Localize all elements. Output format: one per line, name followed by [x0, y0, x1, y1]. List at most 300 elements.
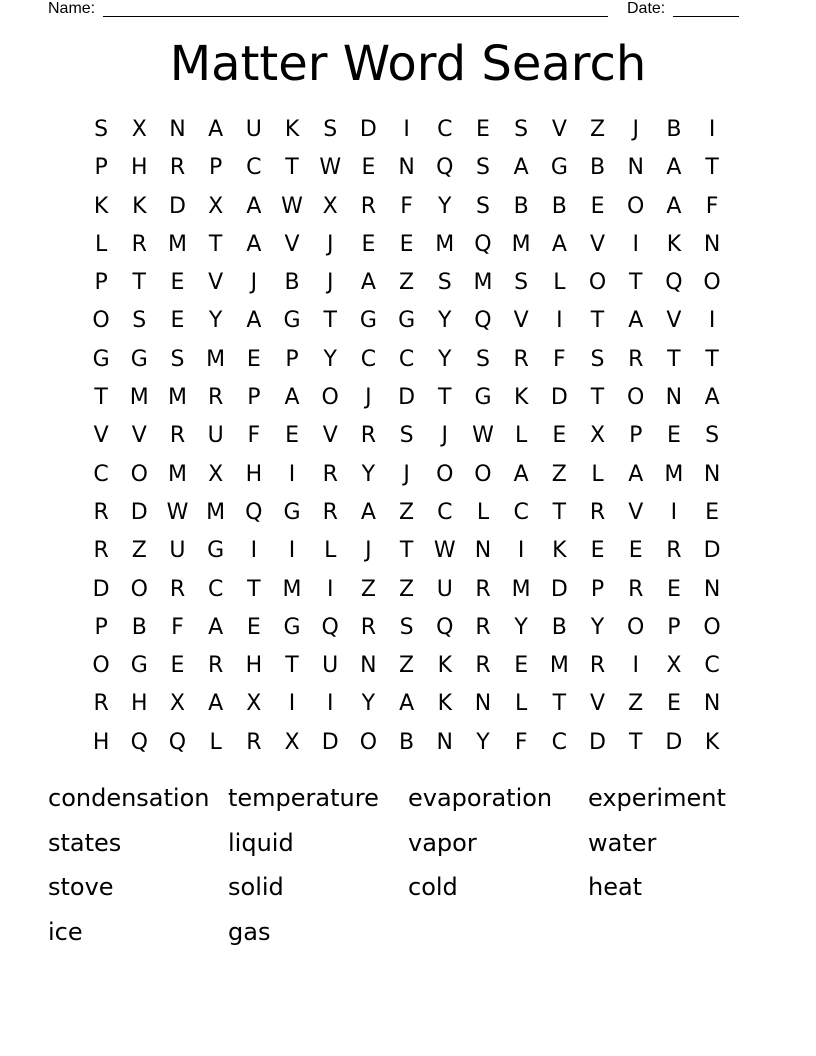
grid-letter: D	[550, 576, 568, 602]
grid-letter: M	[282, 576, 302, 602]
grid-letter: T	[438, 385, 452, 411]
grid-letter: O	[436, 461, 454, 487]
grid-letter: F	[553, 346, 566, 372]
grid-letter: M	[167, 385, 187, 411]
grid-letter: N	[665, 385, 683, 411]
grid-letter: S	[475, 193, 490, 219]
word-list-item: water	[588, 828, 657, 857]
word-list-item: states	[48, 828, 122, 857]
grid-letter: J	[403, 461, 410, 487]
grid-letter: Q	[436, 155, 454, 181]
grid-letter: U	[322, 653, 339, 679]
grid-letter: S	[399, 423, 414, 449]
grid-letter: J	[441, 423, 449, 449]
grid-letter: O	[321, 385, 339, 411]
grid-letter: W	[433, 538, 456, 564]
grid-letter: V	[208, 270, 224, 296]
grid-letter: A	[284, 385, 300, 411]
grid-letter: Y	[361, 461, 376, 487]
grid-letter: L	[515, 423, 528, 449]
grid-letter: Z	[399, 270, 415, 296]
grid-letter: G	[398, 308, 416, 334]
grid-letter: D	[321, 729, 339, 755]
grid-letter: T	[552, 691, 567, 717]
grid-letter: E	[399, 231, 414, 257]
grid-letter: I	[670, 499, 678, 525]
grid-letter: U	[169, 538, 186, 564]
grid-letter: O	[627, 614, 645, 640]
grid-letter: I	[326, 691, 334, 717]
grid-letter: E	[246, 614, 261, 640]
grid-letter: Y	[438, 346, 452, 372]
grid-letter: J	[250, 270, 258, 296]
grid-letter: U	[245, 117, 262, 142]
grid-letter: A	[628, 461, 644, 487]
grid-letter: P	[94, 155, 108, 181]
word-list-item: evaporation	[408, 784, 553, 812]
grid-letter: K	[666, 231, 682, 257]
grid-letter: T	[285, 155, 299, 181]
grid-letter: O	[703, 270, 721, 296]
word-list-item: temperature	[228, 784, 379, 812]
grid-letter: A	[208, 117, 224, 142]
grid-letter: K	[437, 691, 452, 717]
grid-letter: Q	[665, 270, 683, 296]
grid-letter: C	[513, 499, 529, 525]
grid-letter: X	[131, 117, 147, 142]
grid-letter: D	[92, 576, 110, 602]
grid-letter: V	[666, 308, 682, 334]
grid-letter: A	[208, 614, 224, 640]
grid-letter: C	[437, 499, 453, 525]
grid-letter: P	[94, 270, 108, 296]
grid-letter: F	[514, 729, 528, 755]
word-list-item: vapor	[408, 828, 477, 857]
grid-letter: P	[94, 614, 108, 640]
grid-letter: N	[474, 538, 492, 564]
grid-letter: G	[474, 385, 492, 411]
grid-letter: E	[361, 155, 376, 181]
grid-letter: A	[208, 691, 224, 717]
grid-letter: G	[283, 614, 301, 640]
grid-letter: M	[167, 461, 187, 487]
grid-letter: Q	[474, 231, 492, 257]
grid-letter: Z	[628, 691, 644, 717]
grid-letter: X	[322, 193, 338, 219]
grid-letter: H	[131, 155, 148, 181]
grid-letter: E	[170, 270, 185, 296]
grid-letter: N	[398, 155, 415, 181]
grid-letter: T	[667, 346, 681, 372]
grid-letter: S	[437, 270, 452, 296]
grid-letter: B	[284, 270, 300, 296]
grid-letter: L	[553, 270, 566, 296]
grid-letter: T	[323, 308, 337, 334]
grid-letter: A	[513, 155, 529, 181]
grid-letter: N	[627, 155, 644, 181]
grid-letter: Y	[361, 691, 376, 717]
grid-letter: C	[360, 346, 377, 372]
grid-letter: D	[703, 538, 721, 564]
grid-letter: R	[360, 614, 377, 640]
grid-letter: Z	[589, 117, 606, 142]
grid-letter: R	[513, 346, 529, 372]
grid-letter: O	[627, 193, 645, 219]
grid-letter: M	[511, 576, 531, 602]
word-list	[48, 778, 768, 957]
grid-letter: Y	[438, 193, 452, 219]
grid-letter: V	[93, 423, 109, 449]
grid-letter: T	[705, 155, 719, 181]
grid-letter: R	[93, 538, 109, 564]
grid-letter: S	[590, 346, 605, 372]
grid-letter: T	[208, 231, 223, 257]
grid-letter: Q	[168, 729, 187, 755]
grid-letter: T	[590, 308, 605, 334]
grid-letter: E	[705, 499, 720, 525]
grid-letter: O	[359, 729, 378, 755]
grid-letter: Q	[321, 614, 339, 640]
grid-letter: N	[703, 461, 721, 487]
grid-letter: X	[589, 423, 606, 449]
grid-letter: E	[361, 231, 376, 257]
grid-letter: R	[131, 231, 147, 257]
grid-letter: A	[513, 461, 529, 487]
grid-letter: W	[281, 193, 303, 219]
grid-letter: C	[551, 729, 568, 755]
grid-letter: I	[288, 691, 296, 717]
grid-letter: S	[475, 155, 490, 181]
grid-letter: T	[285, 653, 299, 679]
grid-letter: V	[284, 231, 300, 257]
grid-letter: D	[398, 385, 416, 411]
grid-letter: A	[704, 385, 720, 411]
grid-letter: B	[589, 155, 606, 181]
grid-letter: I	[708, 308, 716, 334]
grid-letter: H	[131, 691, 148, 717]
grid-letter: V	[551, 117, 567, 142]
grid-letter: I	[556, 308, 563, 334]
grid-letter: D	[665, 729, 683, 755]
grid-letter: L	[209, 729, 222, 755]
grid-letter: T	[590, 385, 605, 411]
grid-letter: Z	[399, 653, 415, 679]
grid-letter: L	[476, 499, 490, 525]
grid-letter: I	[250, 538, 258, 564]
grid-letter: W	[472, 423, 494, 449]
grid-letter: Y	[476, 729, 490, 755]
grid-letter: O	[703, 614, 721, 640]
grid-letter: L	[515, 691, 528, 717]
grid-letter: D	[359, 117, 377, 142]
grid-letter: J	[632, 117, 639, 142]
grid-letter: I	[632, 653, 639, 679]
word-list-item: stove	[48, 873, 114, 902]
grid-letter: N	[703, 576, 721, 602]
grid-letter: E	[666, 691, 681, 717]
grid-letter: K	[552, 538, 567, 564]
grid-letter: F	[705, 193, 719, 219]
grid-letter: U	[436, 576, 453, 602]
grid-letter: N	[436, 729, 454, 755]
grid-letter: M	[206, 499, 226, 525]
grid-letter: R	[208, 653, 224, 679]
grid-letter: N	[169, 117, 186, 142]
grid-letter: S	[399, 614, 414, 640]
grid-letter: X	[246, 691, 262, 717]
grid-letter: E	[666, 423, 681, 449]
grid-letter: P	[590, 576, 605, 602]
name-line[interactable]	[103, 16, 608, 17]
grid-letter: P	[667, 614, 681, 640]
grid-letter: S	[514, 270, 529, 296]
grid-letter: V	[590, 691, 606, 717]
grid-letter: N	[703, 231, 721, 257]
word-list-item: ice	[48, 918, 83, 947]
grid-letter: D	[168, 193, 186, 219]
grid-letter: V	[322, 423, 338, 449]
grid-letter: R	[475, 614, 491, 640]
grid-letter: W	[319, 155, 342, 181]
grid-letter: D	[589, 729, 606, 755]
grid-letter: N	[360, 653, 377, 679]
grid-letter: Z	[399, 576, 415, 602]
grid-letter: P	[247, 385, 261, 411]
grid-letter: A	[551, 231, 567, 257]
grid-letter: M	[664, 461, 684, 487]
grid-letter: Z	[551, 461, 567, 487]
grid-letter: Z	[131, 538, 147, 564]
grid-letter: L	[94, 231, 108, 257]
grid-letter: Y	[514, 614, 528, 640]
grid-letter: B	[513, 193, 529, 219]
grid-letter: S	[514, 117, 529, 142]
grid-letter: E	[552, 423, 567, 449]
grid-letter: A	[246, 308, 262, 334]
grid-letter: T	[628, 729, 643, 755]
grid-letter: B	[131, 614, 147, 640]
grid-letter: K	[93, 193, 109, 219]
grid-letter: G	[130, 346, 148, 372]
word-list-item: condensation	[48, 784, 210, 812]
date-line[interactable]	[673, 16, 739, 17]
grid-letter: T	[552, 499, 567, 525]
grid-letter: I	[403, 117, 410, 142]
grid-letter: K	[437, 653, 452, 679]
grid-letter: C	[437, 117, 453, 142]
grid-letter: T	[628, 270, 643, 296]
grid-letter: Y	[323, 346, 337, 372]
grid-letter: R	[475, 576, 491, 602]
grid-letter: M	[206, 346, 226, 372]
grid-letter: S	[323, 117, 338, 142]
grid-letter: A	[399, 691, 415, 717]
grid-letter: Y	[208, 308, 223, 334]
grid-letter: F	[247, 423, 261, 449]
grid-letter: H	[245, 653, 263, 679]
grid-letter: O	[588, 270, 607, 296]
grid-letter: X	[169, 691, 185, 717]
grid-letter: R	[628, 346, 644, 372]
grid-letter: C	[704, 653, 720, 679]
word-list-item: solid	[228, 873, 284, 902]
grid-letter: Q	[474, 308, 492, 334]
grid-letter: K	[132, 193, 147, 219]
grid-letter: R	[360, 423, 377, 449]
letter-grid	[82, 111, 731, 762]
grid-letter: B	[399, 729, 415, 755]
grid-letter: L	[591, 461, 604, 487]
grid-letter: K	[513, 385, 529, 411]
grid-letter: M	[129, 385, 149, 411]
grid-letter: I	[517, 538, 525, 564]
grid-letter: Z	[360, 576, 376, 602]
grid-letter: R	[169, 423, 186, 449]
page-title: Matter Word Search	[169, 36, 647, 92]
grid-letter: C	[398, 346, 415, 372]
grid-letter: O	[130, 576, 148, 602]
grid-letter: I	[288, 461, 296, 487]
grid-letter: P	[285, 346, 299, 372]
grid-letter: O	[92, 308, 110, 334]
grid-letter: R	[246, 729, 262, 755]
grid-letter: E	[666, 576, 681, 602]
grid-letter: R	[666, 538, 682, 564]
grid-letter: A	[628, 308, 644, 334]
grid-letter: J	[326, 231, 334, 257]
grid-letter: Q	[130, 729, 148, 755]
grid-letter: G	[207, 538, 225, 564]
grid-letter: E	[590, 538, 605, 564]
grid-letter: R	[169, 576, 186, 602]
grid-letter: X	[284, 729, 300, 755]
grid-letter: D	[130, 499, 148, 525]
grid-letter: E	[590, 193, 605, 219]
grid-letter: Y	[590, 614, 605, 640]
grid-letter: R	[169, 155, 186, 181]
grid-letter: S	[94, 117, 109, 142]
grid-letter: Q	[436, 614, 454, 640]
grid-letter: A	[246, 231, 262, 257]
grid-letter: M	[167, 231, 187, 257]
grid-letter: A	[360, 499, 376, 525]
grid-letter: T	[94, 385, 108, 411]
grid-letter: M	[435, 231, 455, 257]
grid-letter: V	[131, 423, 147, 449]
grid-letter: I	[288, 538, 296, 564]
grid-letter: E	[628, 538, 643, 564]
grid-letter: C	[207, 576, 224, 602]
grid-letter: P	[629, 423, 643, 449]
grid-letter: U	[207, 423, 224, 449]
grid-letter: E	[476, 117, 490, 142]
grid-letter: S	[475, 346, 490, 372]
grid-letter: R	[589, 653, 606, 679]
grid-letter: Z	[399, 499, 415, 525]
grid-letter: B	[551, 193, 567, 219]
grid-letter: A	[666, 193, 682, 219]
grid-letter: B	[666, 117, 682, 142]
grid-letter: A	[666, 155, 682, 181]
grid-letter: H	[245, 461, 263, 487]
grid-letter: T	[399, 538, 414, 564]
grid-letter: V	[513, 308, 529, 334]
grid-letter: M	[473, 270, 493, 296]
grid-letter: R	[93, 691, 109, 717]
grid-letter: T	[132, 270, 146, 296]
grid-letter: K	[704, 729, 720, 755]
grid-letter: R	[322, 499, 338, 525]
grid-letter: I	[708, 117, 716, 142]
grid-letter: E	[514, 653, 529, 679]
grid-letter: B	[551, 614, 567, 640]
grid-letter: N	[474, 691, 492, 717]
grid-letter: C	[93, 461, 109, 487]
grid-letter: M	[549, 653, 569, 679]
grid-letter: S	[170, 346, 185, 372]
word-list-item: experiment	[588, 784, 726, 812]
grid-letter: H	[92, 729, 110, 755]
grid-letter: I	[632, 231, 639, 257]
grid-letter: Y	[438, 308, 452, 334]
grid-letter: G	[550, 155, 568, 181]
grid-letter: E	[285, 423, 299, 449]
grid-letter: G	[130, 653, 148, 679]
grid-letter: M	[511, 231, 531, 257]
grid-letter: O	[130, 461, 148, 487]
grid-letter: R	[628, 576, 644, 602]
grid-letter: R	[360, 193, 377, 219]
grid-letter: R	[475, 653, 491, 679]
grid-letter: G	[359, 308, 377, 334]
grid-letter: T	[247, 576, 261, 602]
date-label: Date:	[627, 0, 666, 17]
grid-letter: O	[92, 653, 110, 679]
grid-letter: A	[360, 270, 376, 296]
grid-letter: G	[283, 499, 301, 525]
grid-letter: R	[93, 499, 109, 525]
grid-letter: V	[628, 499, 644, 525]
header	[48, 0, 748, 18]
grid-letter: A	[246, 193, 262, 219]
grid-letter: C	[246, 155, 262, 181]
grid-letter: J	[326, 270, 334, 296]
grid-letter: E	[170, 653, 185, 679]
grid-letter: E	[246, 346, 261, 372]
word-list-item: heat	[588, 873, 643, 902]
grid-letter: S	[705, 423, 720, 449]
grid-letter: V	[590, 231, 606, 257]
grid-letter: O	[474, 461, 492, 487]
grid-letter: J	[365, 385, 372, 411]
grid-letter: E	[170, 308, 185, 334]
grid-letter: J	[365, 538, 372, 564]
word-list-item: gas	[228, 918, 271, 947]
word-list-item: cold	[408, 873, 458, 902]
grid-letter: G	[92, 346, 110, 372]
grid-letter: N	[703, 691, 721, 717]
grid-letter: W	[166, 499, 189, 525]
grid-letter: X	[666, 653, 682, 679]
grid-letter: X	[208, 193, 224, 219]
grid-letter: X	[208, 461, 224, 487]
grid-letter: G	[283, 308, 301, 334]
grid-letter: S	[132, 308, 147, 334]
grid-letter: D	[550, 385, 568, 411]
grid-letter: F	[400, 193, 413, 219]
name-label: Name:	[48, 0, 96, 17]
grid-letter: Q	[245, 499, 263, 525]
